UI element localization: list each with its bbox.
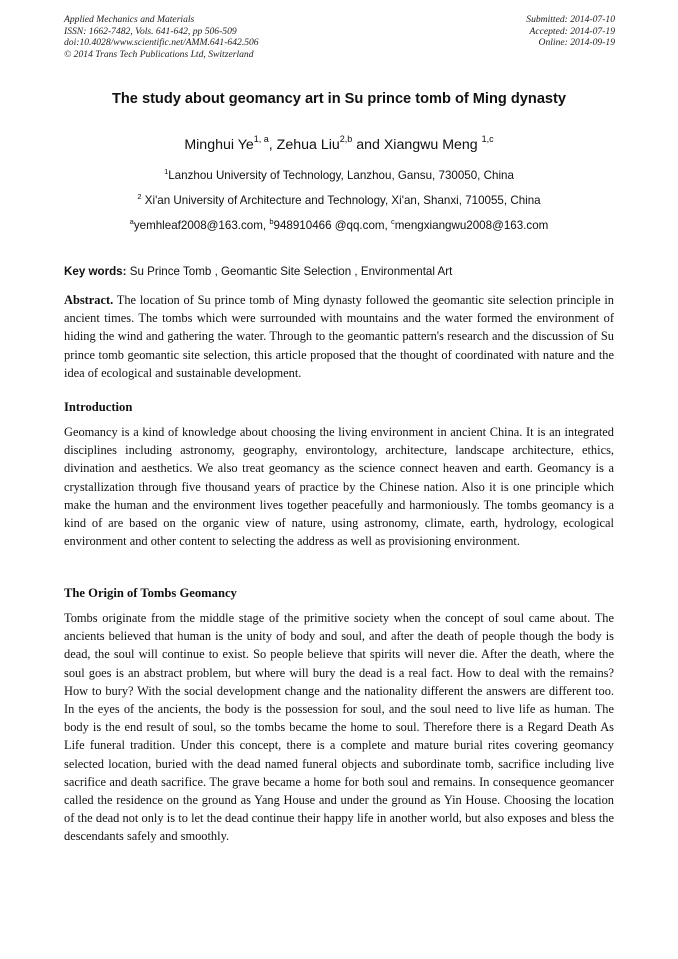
abstract-label: Abstract.	[64, 293, 114, 307]
accepted-date: Accepted: 2014-07-19	[529, 25, 615, 37]
email-mark: a	[129, 217, 134, 226]
copyright-line: © 2014 Trans Tech Publications Ltd, Switzerland	[64, 48, 254, 60]
author-name: Xiangwu Meng	[383, 137, 478, 153]
author-affiliation-mark: 1, a	[253, 134, 269, 144]
author-affiliation-mark: 1,c	[481, 134, 494, 144]
author-list	[0, 134, 678, 153]
email-address: 948910466 @qq.com,	[273, 219, 391, 232]
section-body-origin: Tombs originate from the middle stage of the primitive society when the concept of soul came about. The ancients believed that human is the unity of body and soul, and after the death of people though the body is dead, the soul will continue to exist. So people believe that spirits will never die. After the death, where the soul goes is an abstract problem, but where will bury the dead is a real fact. How to deal with the remains? How to bury? With the social development change and the nationality different the answers are different too. In the eyes of the ancients, the body is the possession for soul, and the soul need to live life as human. The body is the end result of soul, so the tombs became the home to soul. Therefore there is a Regard Death As Life funeral tradition. Under this concept, there is a complete and mature burial rites covering geomancy selected location, buried with the dead named funeral objects and subordinate tomb, sacrifice including live sacrifice and death sacrifice. The grave became a home for both soul and remains. In consequence geomancer called the residence on the ground as Yang House and under the ground as Yin House. Choosing the location of the dead not only is to let the dead continue their happy life in another world, but also exposes and bless the descendants safely and smoothly.	[64, 611, 614, 844]
keywords-text: Su Prince Tomb , Geomantic Site Selection , Environmental Art	[126, 265, 453, 278]
section-heading-introduction: Introduction	[64, 400, 133, 414]
email-line	[0, 217, 678, 232]
online-date: Online: 2014-09-19	[538, 37, 615, 49]
author-separator: ,	[268, 137, 277, 153]
author-name: Zehua Liu	[276, 137, 340, 153]
affiliation-mark: 2	[137, 192, 142, 201]
author-separator: and	[352, 137, 384, 153]
email-mark: c	[391, 217, 395, 226]
affiliation-1	[0, 167, 678, 182]
publication-dates	[526, 14, 615, 49]
affiliation-text: Xi'an University of Architecture and Technology, Xi'an, Shanxi, 710055, China	[144, 194, 541, 207]
affiliation-2	[0, 192, 678, 207]
section-heading-origin: The Origin of Tombs Geomancy	[64, 586, 237, 600]
keywords-label: Key words:	[64, 265, 127, 278]
submitted-date: Submitted: 2014-07-10	[526, 14, 615, 25]
affiliation-mark: 1	[164, 167, 169, 176]
section-body-introduction: Geomancy is a kind of knowledge about choosing the living environment in ancient China. It is an integrated disciplines including astronomy, geography, environtology, architecture, landscape architecture, ethics, divination and aesthetics. We also treat geomancy as the science connect heaven and earth. Geomancy is a crystallization through five thousand years of practice by the Chinese nation. Also it is one principle which make the human and the environment lives together peacefully and harmoniously. The tombs geomancy is a kind of are based on the organic view of nature, using astronomy, climate, earth, hydrology, ecological environment and other content to selecting the address as well as provisioning environment.	[64, 425, 614, 549]
email-address: yemhleaf2008@163.com,	[133, 219, 270, 232]
email-mark: b	[269, 217, 274, 226]
issn-line: ISSN: 1662-7482, Vols. 641-642, pp 506-509	[64, 25, 237, 37]
doi-line: doi:10.4028/www.scientific.net/AMM.641-642.506	[64, 37, 259, 49]
paper-title: The study about geomancy art in Su prince tomb of Ming dynasty	[111, 91, 567, 107]
abstract	[64, 291, 614, 382]
journal-info	[64, 14, 259, 60]
email-address: mengxiangwu2008@163.com	[394, 219, 549, 232]
journal-name: Applied Mechanics and Materials	[64, 14, 195, 25]
author-name: Minghui Ye	[184, 137, 254, 153]
author-affiliation-mark: 2,b	[339, 134, 353, 144]
keywords	[64, 265, 452, 278]
abstract-text: The location of Su prince tomb of Ming dynasty followed the geomantic site selection principle in ancient times. The tombs which were surrounded with mountains and the water formed the environment of hiding the wind and gathering the water. Through to the geomantic pattern's research and the discussion of Su prince tomb geomantic site selection, this article proposed that the thought of coordinated with nature and the idea of ecological and sustainable development.	[64, 293, 614, 380]
affiliation-text: Lanzhou University of Technology, Lanzhou, Gansu, 730050, China	[168, 169, 514, 182]
